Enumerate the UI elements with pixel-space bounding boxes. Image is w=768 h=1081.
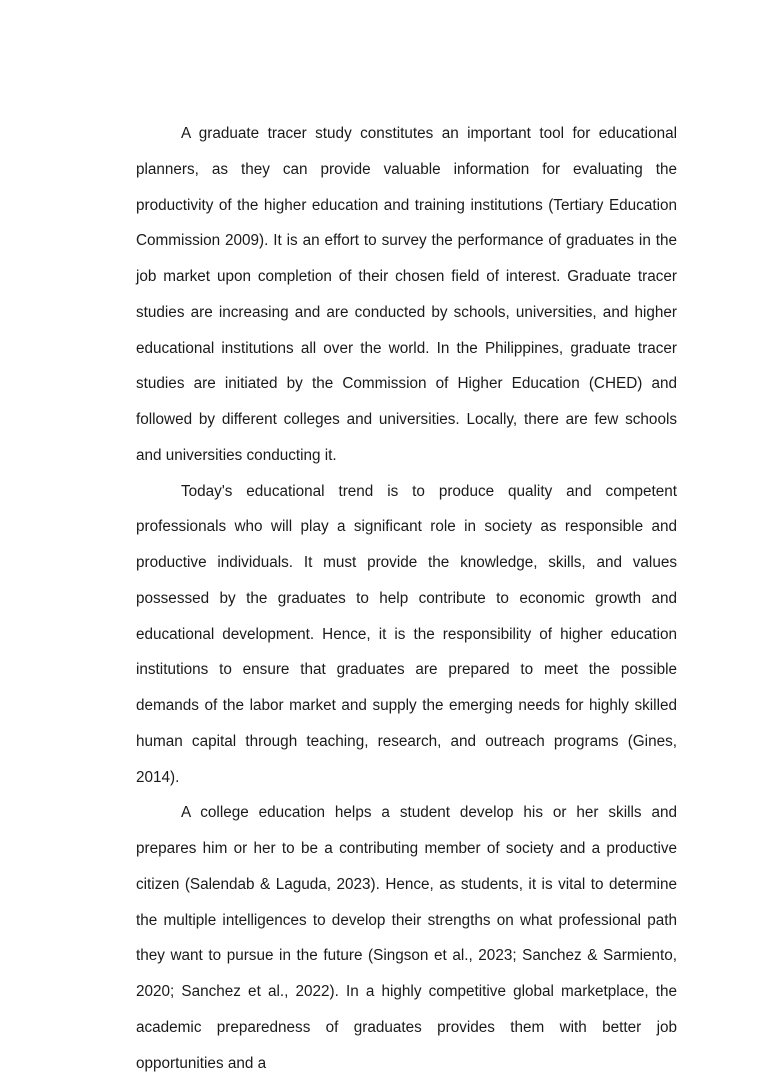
paragraph-college-education: A college education helps a student develop his or her skills and prepares him or her to be a contributing member of society and a productive citizen (Salendab & Laguda, 2023). Hence, as students, it is vital to determine the multiple intelligences to develop their strengths on what professional path they want to pursue in the future (Singson et al., 2023; Sanchez & Sarmiento, 2020; Sanchez et al., 2022). In a highly competitive global marketplace, the academic preparedness of graduates provides them with better job opportunities and a	[136, 804, 677, 1072]
paragraph-educational-trend: Today's educational trend is to produce quality and competent professionals who will play a significant role in society as responsible and productive individuals. It must provide the knowledge, skills, and values possessed by the graduates to help contribute to economic growth and educational development. Hence, it is the responsibility of higher education institutions to ensure that graduates are prepared to meet the possible demands of the labor market and supply the emerging needs for highly skilled human capital through teaching, research, and outreach programs (Gines, 2014).	[136, 482, 677, 786]
paragraph-tracer-study: A graduate tracer study constitutes an important tool for educational planners, as they can provide valuable information for evaluating the productivity of the higher education and training institutions (Tertiary Education Commission 2009). It is an effort to survey the performance of graduates in the job market upon completion of their chosen field of interest. Graduate tracer studies are increasing and are conducted by schools, universities, and higher educational institutions all over the world. In the Philippines, graduate tracer studies are initiated by the Commission of Higher Education (CHED) and followed by different colleges and universities. Locally, there are few schools and universities conducting it.	[136, 125, 677, 464]
document-body	[136, 116, 677, 1081]
